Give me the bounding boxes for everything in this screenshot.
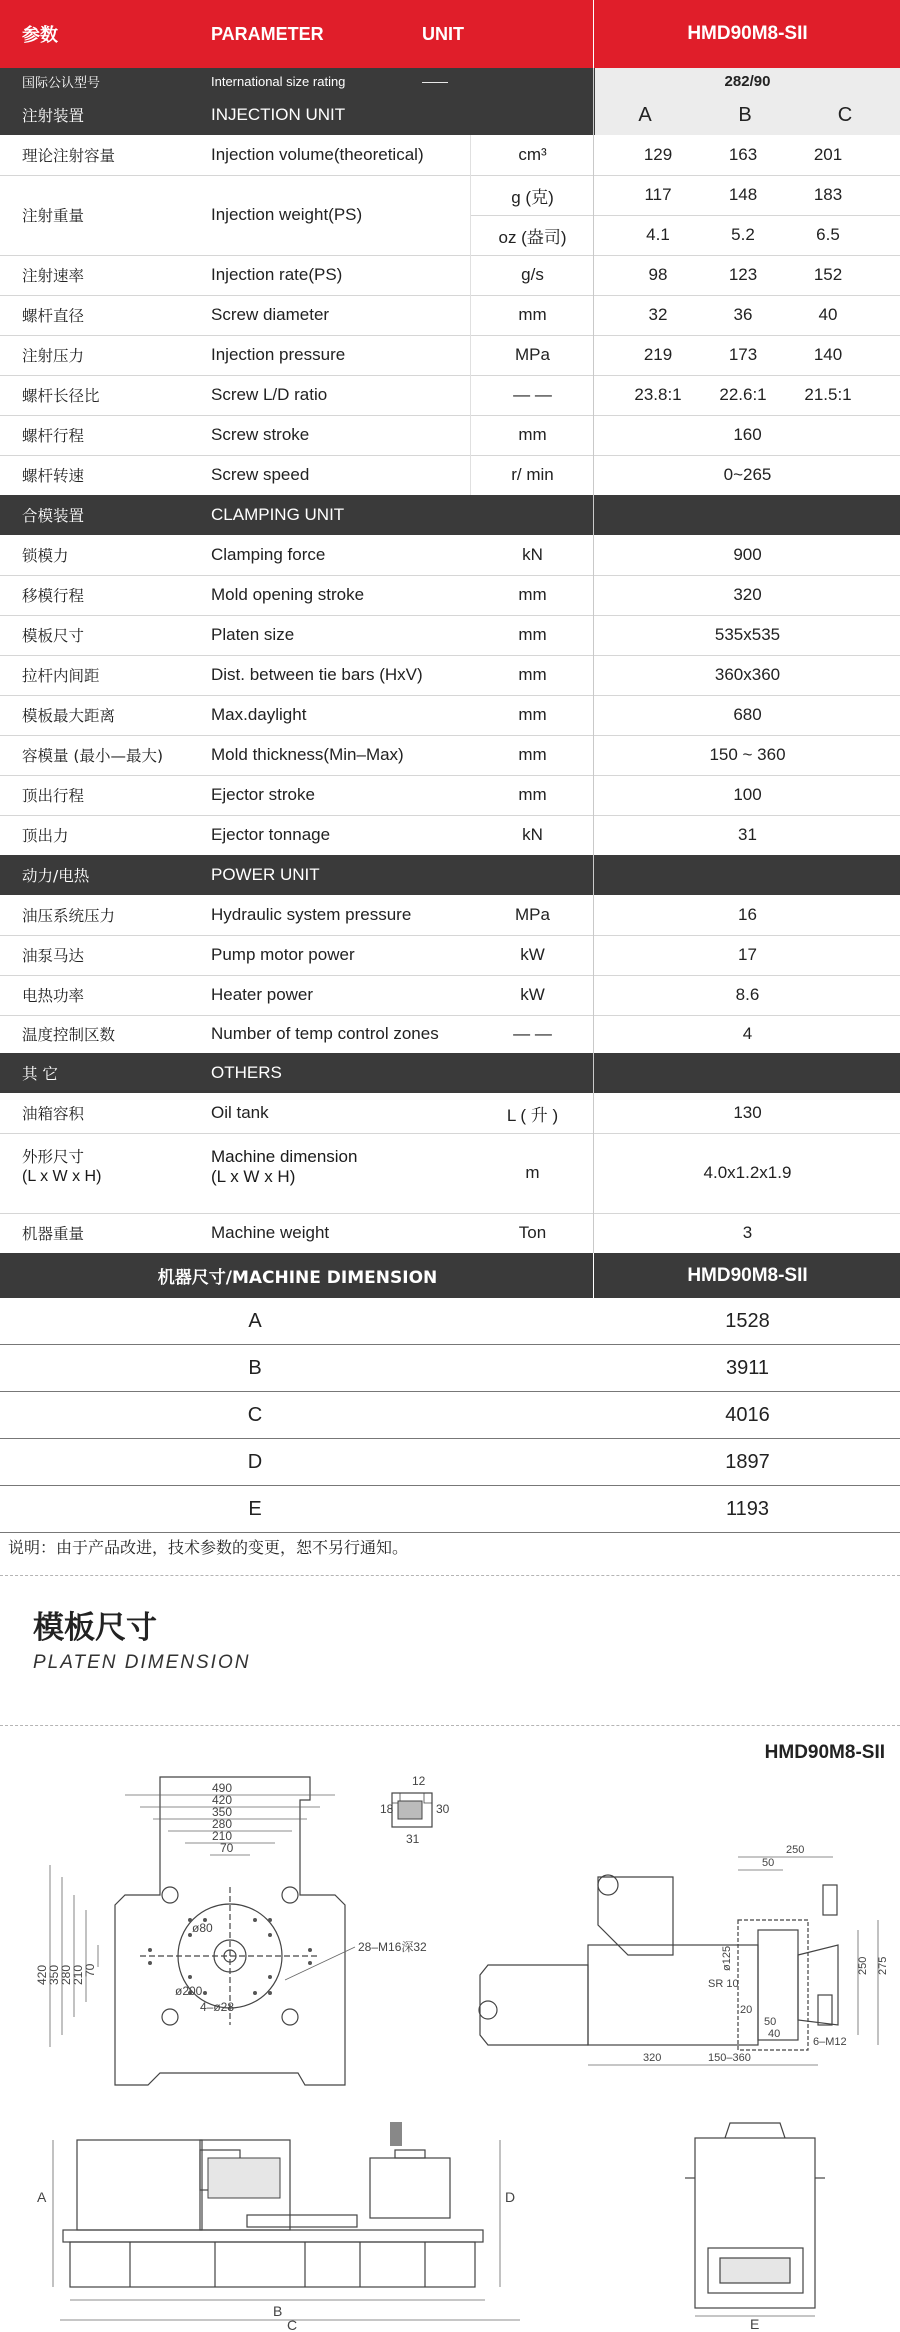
row-val: 31 bbox=[738, 825, 757, 844]
row-unit: mm bbox=[518, 625, 547, 644]
platen-model: HMD90M8-SII bbox=[764, 1742, 885, 1763]
side-50-b: 50 bbox=[764, 2016, 777, 2028]
injection-cn: 注射装置 bbox=[22, 107, 85, 125]
height-420: 420 bbox=[35, 1964, 49, 1985]
row-en: Injection pressure bbox=[211, 345, 346, 364]
row-en: Injection weight(PS) bbox=[211, 205, 363, 224]
table-row bbox=[0, 815, 900, 855]
platen-title-en: PLATEN DIMENSION bbox=[33, 1652, 251, 1673]
col-c: C bbox=[837, 103, 853, 126]
table-row bbox=[0, 1392, 900, 1439]
slot-width: 12 bbox=[412, 1774, 426, 1788]
clamping-cn: 合模装置 bbox=[22, 507, 85, 525]
dim-value: 1528 bbox=[725, 1310, 770, 1332]
dim-value: 1193 bbox=[725, 1498, 769, 1520]
row-en: Heater power bbox=[211, 985, 314, 1004]
dim-label: C bbox=[247, 1404, 263, 1426]
row-unit: — — bbox=[513, 385, 552, 404]
machine-side-drawing bbox=[15, 2120, 535, 2330]
table-row bbox=[0, 775, 900, 815]
side-40: 40 bbox=[768, 2028, 781, 2040]
row-val-a: 117 bbox=[644, 185, 672, 204]
width-210: 210 bbox=[212, 1829, 233, 1843]
row-unit: kW bbox=[520, 985, 545, 1004]
table-row bbox=[0, 735, 900, 775]
others-header bbox=[0, 1053, 900, 1093]
row-en: Pump motor power bbox=[211, 945, 355, 964]
clamping-en: CLAMPING UNIT bbox=[211, 505, 345, 524]
row-unit: mm bbox=[518, 665, 547, 684]
row-val: 130 bbox=[733, 1103, 762, 1122]
row-cn: 温度控制区数 bbox=[22, 1026, 116, 1044]
disclaimer-note: 说明：由于产品改进，技术参数的变更，恕不另行通知。 bbox=[8, 1538, 409, 1557]
side-320: 320 bbox=[643, 2052, 662, 2064]
table-row bbox=[0, 135, 900, 175]
row-cn-2: (L x W x H) bbox=[22, 1168, 102, 1185]
row-val-a: 219 bbox=[643, 345, 673, 364]
row-en: Ejector stroke bbox=[211, 785, 315, 804]
row-val-b: 148 bbox=[728, 185, 758, 204]
row-cn: 油压系统压力 bbox=[22, 907, 116, 925]
row-en: Screw L/D ratio bbox=[211, 385, 328, 404]
table-row bbox=[0, 415, 900, 455]
row-cn: 外形尺寸 bbox=[22, 1148, 85, 1166]
row-val-b: 22.6:1 bbox=[719, 385, 767, 404]
side-250: 250 bbox=[786, 1844, 805, 1856]
row-val-a: 23.8:1 bbox=[634, 385, 682, 404]
dia-80: ø80 bbox=[192, 1921, 213, 1935]
row-en: Injection volume(theoretical) bbox=[211, 145, 424, 164]
row-en: Clamping force bbox=[211, 545, 326, 564]
width-420: 420 bbox=[212, 1793, 233, 1807]
row-en: Number of temp control zones bbox=[211, 1024, 439, 1043]
dia-28: 4–ø28 bbox=[200, 2000, 235, 2014]
slot-side2: 30 bbox=[436, 1802, 450, 1816]
table-row bbox=[0, 1093, 900, 1133]
table-header bbox=[0, 0, 900, 68]
row-en: Screw stroke bbox=[211, 425, 310, 444]
row-cn: 电热功率 bbox=[22, 987, 85, 1005]
table-row bbox=[0, 1298, 900, 1345]
row-unit: g/s bbox=[521, 265, 544, 284]
row-unit-2: oz (盎司) bbox=[498, 227, 567, 247]
width-490: 490 bbox=[212, 1781, 233, 1795]
dim-a-label: A bbox=[37, 2189, 47, 2205]
row-cn: 注射重量 bbox=[22, 207, 85, 225]
row-unit: — — bbox=[513, 1024, 552, 1043]
row-en-2: (L x W x H) bbox=[211, 1167, 296, 1186]
width-350: 350 bbox=[212, 1805, 233, 1819]
row-unit: mm bbox=[518, 585, 547, 604]
table-row bbox=[0, 535, 900, 575]
machine-dimension-model: HMD90M8-SII bbox=[687, 1264, 808, 1286]
row-cn: 顶出力 bbox=[22, 827, 69, 845]
table-row bbox=[0, 935, 900, 975]
others-en: OTHERS bbox=[211, 1063, 282, 1082]
row-en: Screw speed bbox=[211, 465, 310, 484]
row-val: 900 bbox=[733, 545, 762, 564]
dim-label: D bbox=[247, 1451, 263, 1473]
row-cn: 移模行程 bbox=[22, 587, 85, 605]
injection-en: INJECTION UNIT bbox=[211, 105, 346, 124]
row-en: Machine dimension bbox=[211, 1147, 358, 1166]
row-val-c: 140 bbox=[813, 345, 843, 364]
row-val-c-2: 6.5 bbox=[816, 225, 840, 244]
bolt-spec: 28–M16深32 bbox=[358, 1940, 427, 1954]
table-row bbox=[0, 455, 900, 495]
others-cn: 其 它 bbox=[22, 1065, 58, 1083]
row-val: 680 bbox=[733, 705, 762, 724]
row-en: Hydraulic system pressure bbox=[211, 905, 412, 924]
table-row bbox=[0, 1486, 900, 1533]
row-unit: MPa bbox=[515, 905, 550, 924]
row-val: 360x360 bbox=[714, 665, 781, 684]
row-unit: Ton bbox=[518, 1223, 547, 1242]
row-unit: MPa bbox=[515, 345, 550, 364]
header-param-cn: 参数 bbox=[22, 25, 58, 46]
row-en: Machine weight bbox=[211, 1223, 330, 1242]
dia-200: ø200 bbox=[175, 1984, 203, 1998]
side-50: 50 bbox=[762, 1857, 775, 1869]
power-en: POWER UNIT bbox=[211, 865, 320, 884]
row-cn: 锁模力 bbox=[22, 547, 69, 565]
row-unit: mm bbox=[518, 305, 547, 324]
row-en: Injection rate(PS) bbox=[211, 265, 343, 284]
row-val: 0~265 bbox=[723, 465, 772, 484]
size-rating-unit: —— bbox=[422, 74, 448, 89]
row-unit: kN bbox=[522, 825, 543, 844]
width-280: 280 bbox=[212, 1817, 233, 1831]
row-val-b: 163 bbox=[728, 145, 758, 164]
row-unit: kN bbox=[522, 545, 543, 564]
row-cn: 螺杆行程 bbox=[22, 427, 85, 445]
row-en: Mold opening stroke bbox=[211, 585, 365, 604]
row-val-a: 98 bbox=[648, 265, 668, 284]
table-row bbox=[0, 975, 900, 1015]
row-en: Screw diameter bbox=[211, 305, 330, 324]
row-val-c: 183 bbox=[813, 185, 843, 204]
side-range: 150–360 bbox=[708, 2052, 751, 2064]
row-cn: 模板最大距离 bbox=[22, 707, 116, 725]
header-param-en: PARAMETER bbox=[211, 23, 324, 44]
row-unit: mm bbox=[518, 705, 547, 724]
row-val-c: 21.5:1 bbox=[804, 385, 852, 404]
table-row bbox=[0, 1345, 900, 1392]
row-val: 320 bbox=[733, 585, 762, 604]
row-val: 4.0x1.2x1.9 bbox=[703, 1163, 792, 1182]
platen-side-drawing bbox=[468, 1835, 898, 2085]
row-cn: 油箱容积 bbox=[22, 1105, 85, 1123]
table-row bbox=[0, 1015, 900, 1053]
row-cn: 螺杆转速 bbox=[22, 467, 85, 485]
dim-label: A bbox=[248, 1310, 262, 1332]
row-unit: g (克) bbox=[511, 187, 554, 207]
dim-value: 3911 bbox=[725, 1357, 769, 1379]
col-a: A bbox=[638, 103, 652, 126]
row-val: 160 bbox=[733, 425, 762, 444]
width-70: 70 bbox=[220, 1841, 234, 1855]
table-row bbox=[0, 575, 900, 615]
row-cn: 顶出行程 bbox=[22, 787, 85, 805]
row-val-a-2: 4.1 bbox=[646, 225, 670, 244]
platen-title-cn: 模板尺寸 bbox=[33, 1610, 157, 1646]
side-sr: SR 10 bbox=[708, 1978, 739, 1990]
row-val: 17 bbox=[738, 945, 757, 964]
dim-label: E bbox=[248, 1498, 262, 1520]
row-val: 535x535 bbox=[714, 625, 781, 644]
row-en: Oil tank bbox=[211, 1103, 269, 1122]
row-unit: r/ min bbox=[511, 465, 554, 484]
dim-b-label: B bbox=[273, 2303, 283, 2319]
row-val-a: 32 bbox=[648, 305, 668, 324]
row-val-b: 36 bbox=[733, 305, 753, 324]
slot-side1: 18 bbox=[380, 1802, 394, 1816]
side-m12: 6–M12 bbox=[813, 2036, 847, 2048]
row-unit: kW bbox=[520, 945, 545, 964]
dim-c-label: C bbox=[287, 2317, 298, 2332]
row-unit: mm bbox=[518, 425, 547, 444]
row-en: Mold thickness(Min–Max) bbox=[211, 745, 404, 764]
table-row bbox=[0, 1439, 900, 1486]
row-val-b: 173 bbox=[728, 345, 758, 364]
size-rating-cn: 国际公认型号 bbox=[22, 76, 101, 91]
dim-e-label: E bbox=[750, 2316, 760, 2332]
row-cn: 螺杆直径 bbox=[22, 307, 85, 325]
table-row bbox=[0, 1213, 900, 1253]
height-70: 70 bbox=[83, 1963, 97, 1977]
row-cn: 注射压力 bbox=[22, 347, 85, 365]
table-row bbox=[0, 695, 900, 735]
row-val: 8.6 bbox=[735, 985, 760, 1004]
table-row bbox=[0, 375, 900, 415]
row-val: 100 bbox=[733, 785, 762, 804]
row-cn: 螺杆长径比 bbox=[22, 387, 100, 405]
row-cn: 机器重量 bbox=[22, 1225, 85, 1243]
clamping-header bbox=[0, 495, 900, 535]
col-b: B bbox=[738, 103, 752, 126]
machine-dimension-header bbox=[0, 1253, 900, 1298]
table-row bbox=[0, 1133, 900, 1213]
row-unit: m bbox=[525, 1163, 540, 1182]
table-row bbox=[0, 895, 900, 935]
dim-value: 1897 bbox=[725, 1451, 770, 1473]
row-val: 16 bbox=[738, 905, 757, 924]
row-val-a: 129 bbox=[643, 145, 673, 164]
table-row bbox=[0, 295, 900, 335]
row-cn: 理论注射容量 bbox=[22, 147, 116, 165]
row-val: 4 bbox=[742, 1024, 753, 1043]
row-cn: 模板尺寸 bbox=[22, 627, 85, 645]
height-280: 280 bbox=[59, 1964, 73, 1985]
power-cn: 动力/电热 bbox=[22, 867, 90, 885]
row-en: Ejector tonnage bbox=[211, 825, 331, 844]
height-210: 210 bbox=[71, 1964, 85, 1985]
row-unit: mm bbox=[518, 745, 547, 764]
row-en: Platen size bbox=[211, 625, 295, 644]
side-125: ø125 bbox=[721, 1945, 733, 1971]
slot-bottom: 31 bbox=[406, 1832, 420, 1846]
row-val-c: 40 bbox=[818, 305, 838, 324]
row-val-b: 123 bbox=[728, 265, 758, 284]
machine-front-drawing bbox=[680, 2118, 830, 2330]
dim-d-label: D bbox=[505, 2189, 516, 2205]
header-unit: UNIT bbox=[422, 23, 464, 44]
row-val-c: 152 bbox=[813, 265, 843, 284]
table-row bbox=[0, 655, 900, 695]
row-val-b-2: 5.2 bbox=[731, 225, 755, 244]
table-row bbox=[0, 255, 900, 295]
row-unit: L ( 升 ) bbox=[506, 1105, 559, 1125]
table-row bbox=[0, 335, 900, 375]
side-275: 275 bbox=[877, 1956, 889, 1975]
row-cn: 容模量 (最小—最大) bbox=[22, 747, 164, 765]
side-20: 20 bbox=[740, 2004, 753, 2016]
size-rating-value: 282/90 bbox=[724, 73, 771, 90]
row-cn: 拉杆内间距 bbox=[22, 667, 100, 685]
row-val: 3 bbox=[742, 1223, 753, 1242]
row-en: Max.daylight bbox=[211, 705, 307, 724]
machine-dimension-title: 机器尺寸/MACHINE DIMENSION bbox=[157, 1268, 438, 1288]
dim-value: 4016 bbox=[725, 1404, 770, 1426]
row-val: 150 ~ 360 bbox=[709, 745, 786, 764]
row-unit: cm³ bbox=[518, 145, 547, 164]
platen-front-drawing bbox=[35, 1755, 460, 2105]
row-en: Dist. between tie bars (HxV) bbox=[211, 665, 423, 684]
table-row bbox=[0, 615, 900, 655]
dim-label: B bbox=[248, 1357, 262, 1379]
side-250-v: 250 bbox=[857, 1956, 869, 1975]
power-header bbox=[0, 855, 900, 895]
size-rating-en: International size rating bbox=[211, 74, 346, 89]
header-model: HMD90M8-SII bbox=[687, 23, 808, 44]
row-cn: 油泵马达 bbox=[22, 947, 85, 965]
row-cn: 注射速率 bbox=[22, 267, 85, 285]
row-val-c: 201 bbox=[813, 145, 843, 164]
height-350: 350 bbox=[47, 1964, 61, 1985]
row-unit: mm bbox=[518, 785, 547, 804]
